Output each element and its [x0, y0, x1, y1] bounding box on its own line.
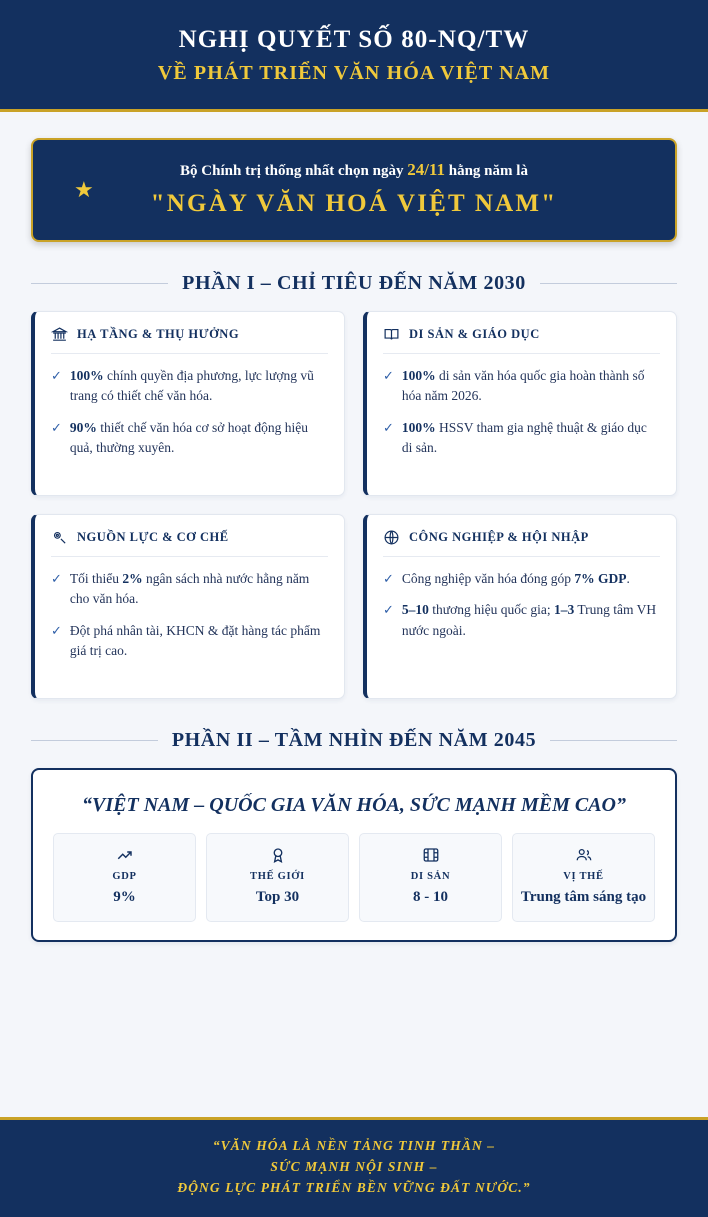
check-icon: ✓ [51, 368, 62, 383]
card-bullet [51, 569, 328, 610]
check-icon: ✓ [383, 602, 394, 618]
card-industry-integration [363, 514, 677, 699]
bank-icon [51, 326, 68, 343]
vision-section [0, 768, 708, 942]
target-card-grid [31, 311, 677, 699]
banner-headline: "NGÀY VĂN HOÁ VIỆT NAM" [150, 190, 558, 217]
card-bullet [51, 418, 328, 459]
check-icon: ✓ [383, 368, 394, 383]
card-header [51, 326, 328, 354]
card-title: CÔNG NGHIỆP & HỘI NHẬP [409, 530, 589, 544]
bullet-text: Đột phá nhân tài, KHCN & đặt hàng tác phẩm giá trị cao. [69, 622, 321, 658]
card-header [383, 529, 660, 557]
card-header [383, 326, 660, 354]
film-icon [364, 846, 497, 864]
stat-world-rank [206, 833, 349, 922]
page-header [0, 0, 708, 112]
star-icon: ★ [74, 177, 94, 202]
stat-position [512, 833, 655, 922]
bullet-text: Tối thiểu 2% ngân sách nhà nước hằng năm cho văn hóa. [69, 571, 310, 607]
card-bullet [51, 621, 328, 662]
card-bullet [383, 418, 660, 459]
check-icon: ✓ [51, 622, 62, 638]
section-2-label: PHẦN II – TẦM NHÌN ĐẾN NĂM 2045 [171, 729, 537, 751]
card-bullet [51, 366, 328, 407]
check-icon: ✓ [51, 419, 62, 435]
rule-left [31, 283, 168, 284]
card-title: HẠ TẦNG & THỤ HƯỞNG [77, 327, 240, 341]
footer-line-1: “VĂN HÓA LÀ NỀN TẢNG TINH THẦN – [212, 1138, 496, 1154]
bullet-text: 90% thiết chế văn hóa cơ sở hoạt động hiệu quả, thường xuyên. [69, 419, 309, 455]
rule-right [540, 283, 677, 284]
footer-line-3: ĐỘNG LỰC PHÁT TRIỂN BỀN VỮNG ĐẤT NƯỚC.” [177, 1180, 531, 1196]
card-heritage-education [363, 311, 677, 496]
stat-value: Top 30 [255, 889, 300, 905]
stat-value: 9% [113, 889, 136, 905]
section-2-title [31, 729, 677, 752]
stat-label: THẾ GIỚI [250, 871, 305, 882]
rule-left [31, 740, 158, 741]
bullet-text: Công nghiệp văn hóa đóng góp 7% GDP. [401, 571, 630, 586]
stat-value: Trung tâm sáng tạo [520, 889, 647, 905]
trend-up-icon [58, 846, 191, 864]
section-1-label: PHẦN I – CHỈ TIÊU ĐẾN NĂM 2030 [182, 272, 526, 294]
book-icon [383, 326, 400, 343]
check-icon: ✓ [383, 419, 394, 435]
banner-lead-after: hằng năm là [448, 163, 528, 179]
bullet-text: 100% HSSV tham gia nghệ thuật & giáo dục di sản. [401, 419, 647, 455]
stat-label: DI SẢN [410, 871, 451, 882]
card-header [51, 529, 328, 557]
highlight-banner [31, 138, 677, 242]
stat-label: VỊ THẾ [563, 871, 604, 882]
card-resources-mechanism [31, 514, 345, 699]
vision-box [31, 768, 677, 942]
card-title: DI SẢN & GIÁO DỤC [409, 327, 540, 341]
section-1-title [31, 272, 677, 295]
page-footer [0, 1117, 708, 1217]
bullet-text: 100% di sản văn hóa quốc gia hoàn thành số hóa năm 2026. [401, 368, 645, 404]
medal-icon [211, 846, 344, 864]
vision-quote: “VIỆT NAM – QUỐC GIA VĂN HÓA, SỨC MẠNH MỀM CAO” [82, 794, 626, 816]
people-icon [517, 846, 650, 864]
stat-heritage [359, 833, 502, 922]
stat-gdp [53, 833, 196, 922]
card-bullet [383, 569, 660, 589]
rule-right [550, 740, 677, 741]
banner-date: 24/11 [407, 160, 445, 179]
banner-lead-before: Bộ Chính trị thống nhất chọn ngày [180, 163, 404, 179]
banner-section [0, 112, 708, 242]
card-title: NGUỒN LỰC & CƠ CHẾ [77, 530, 229, 544]
bullet-text: 5–10 thương hiệu quốc gia; 1–3 Trung tâm VH nước ngoài. [401, 602, 657, 638]
page-title: NGHỊ QUYẾT SỐ 80-NQ/TW [178, 26, 530, 53]
stat-label: GDP [112, 871, 137, 882]
gear-icon [51, 529, 68, 546]
stat-value: 8 - 10 [413, 889, 448, 905]
globe-icon [383, 529, 400, 546]
check-icon: ✓ [383, 571, 394, 586]
check-icon: ✓ [51, 571, 62, 586]
card-infrastructure [31, 311, 345, 496]
banner-lead [51, 160, 657, 180]
stats-row [53, 833, 655, 922]
footer-line-2: SỨC MẠNH NỘI SINH – [270, 1159, 438, 1175]
page-subtitle: VỀ PHÁT TRIỂN VĂN HÓA VIỆT NAM [157, 62, 551, 84]
card-bullet [383, 600, 660, 641]
bullet-text: 100% chính quyền địa phương, lực lượng vũ trang có thiết chế văn hóa. [69, 368, 314, 404]
card-bullet [383, 366, 660, 407]
